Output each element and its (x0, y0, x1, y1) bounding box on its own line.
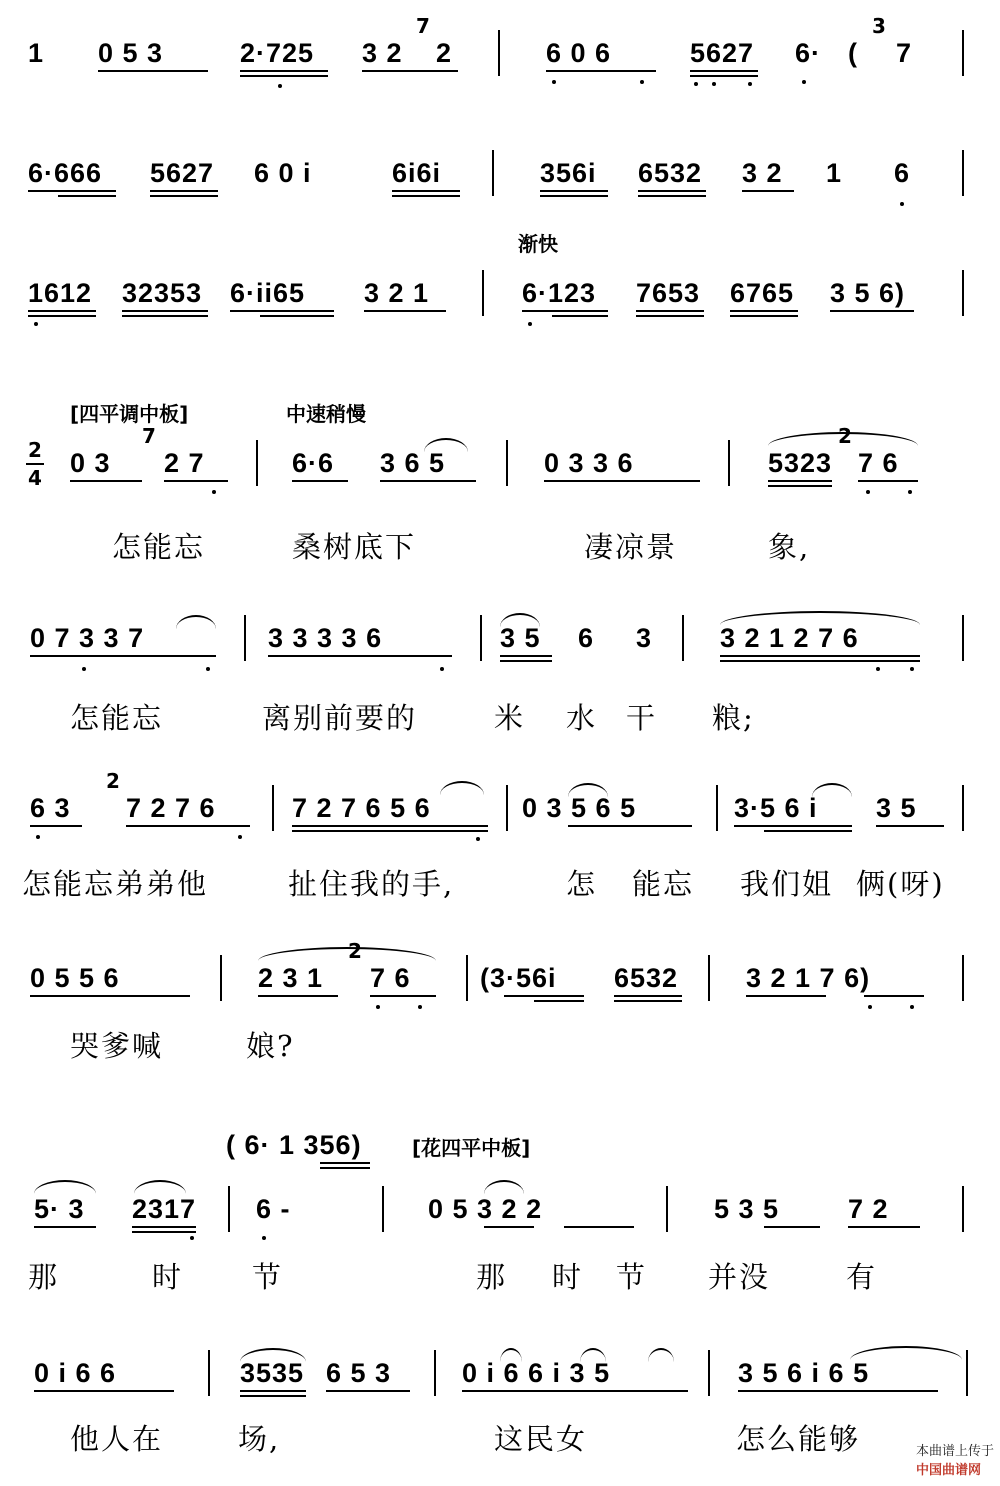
time-signature-bottom: 4 (28, 466, 42, 490)
underline (240, 75, 328, 77)
octave-dot (712, 82, 716, 86)
site-brand: 中国曲谱网 (915, 1463, 981, 1478)
note-group: 1 (28, 38, 45, 68)
octave-dot (640, 80, 644, 84)
slur (648, 1348, 674, 1362)
underline (764, 1226, 820, 1228)
underline (546, 70, 656, 72)
note-group: 2 (436, 38, 453, 68)
lyric-word: 节 (252, 1260, 284, 1294)
octave-dot (440, 667, 444, 671)
barline (480, 615, 482, 661)
underline (320, 1167, 370, 1169)
octave-dot (190, 1236, 194, 1240)
note-group: 0 5 5 6 (30, 963, 120, 993)
barline (716, 785, 718, 831)
underline (504, 995, 584, 997)
barline (466, 955, 468, 1001)
octave-dot (868, 1005, 872, 1009)
underline (614, 1000, 682, 1002)
lyric-word: 那 (28, 1260, 60, 1294)
octave-dot (908, 490, 912, 494)
note-group: 3 2 1 7 6) (746, 963, 871, 993)
underline (522, 310, 608, 312)
note-group: 7 2 7 6 (126, 793, 216, 823)
octave-dot (278, 84, 282, 88)
underline (326, 1390, 410, 1392)
lyric-phrase: 场, (238, 1422, 281, 1456)
barline (962, 785, 964, 831)
lyric-word: 节 (616, 1260, 648, 1294)
note-group: (3·56i (480, 963, 557, 993)
underline (292, 480, 348, 482)
lyric-phrase: 桑树底下 (292, 530, 417, 564)
lyric-phrase: 这民女 (494, 1422, 588, 1456)
underline (30, 825, 82, 827)
lyric-phrase: 怎能忘弟弟他 (22, 867, 209, 901)
lyric-phrase: 怎能忘 (112, 530, 206, 564)
grace-note: 2 (838, 424, 852, 448)
barline (962, 270, 964, 316)
slur (812, 783, 852, 797)
underline (830, 310, 914, 312)
note-group: 6532 (638, 158, 703, 188)
grace-note: 2 (106, 769, 120, 793)
lyric-phrase: 怎能忘 (70, 701, 164, 735)
barline (498, 30, 500, 76)
slur (484, 1180, 524, 1194)
underline (738, 1390, 938, 1392)
note-group: 0 7 3 3 7 (30, 623, 145, 653)
underline (260, 315, 334, 317)
octave-dot (212, 490, 216, 494)
note-group: 6 - (256, 1194, 291, 1224)
underline (730, 315, 798, 317)
note-group: 3 2 (742, 158, 783, 188)
note-group: 3 5 (876, 793, 917, 823)
underline (98, 70, 208, 72)
note-group: 356i (540, 158, 597, 188)
barline (220, 955, 222, 1001)
footer-text: 本曲谱上传于 (915, 1444, 994, 1459)
underline (564, 1226, 634, 1228)
grace-note: 7 (416, 14, 430, 38)
note-group: 3 2 (362, 38, 403, 68)
note-group: 5323 (768, 448, 833, 478)
note-group: 6532 (614, 963, 679, 993)
barline (962, 615, 964, 661)
underline (540, 190, 608, 192)
lyric-word: 那 (476, 1260, 508, 1294)
lyric-phrase: 他人在 (70, 1422, 164, 1456)
octave-dot (528, 322, 532, 326)
underline (746, 995, 826, 997)
underline (690, 70, 758, 72)
underline (380, 480, 476, 482)
underline (764, 830, 852, 832)
note-group: 2 3 1 (258, 963, 324, 993)
note-group: 6 (894, 158, 911, 188)
lyric-phrase: 能忘 (632, 867, 695, 901)
note-group: 0 3 (70, 448, 111, 478)
note-group: 2 7 (164, 448, 205, 478)
lyric-word: 时 (152, 1260, 184, 1294)
note-group: 3 6 5 (380, 448, 446, 478)
underline (858, 480, 918, 482)
grace-note: 7 (142, 424, 156, 448)
barline (666, 1186, 668, 1232)
footer-watermark (908, 1425, 994, 1478)
underline (734, 825, 852, 827)
barline (962, 1186, 964, 1232)
octave-dot (552, 80, 556, 84)
barline (434, 1350, 436, 1396)
lyric-phrase: 怎么能够 (736, 1422, 861, 1456)
underline (126, 825, 250, 827)
underline (292, 825, 488, 827)
note-group: 7 2 (848, 1194, 889, 1224)
barline (708, 955, 710, 1001)
barline (382, 1186, 384, 1232)
note-group: 3·5 6 i (734, 793, 818, 823)
octave-dot (866, 490, 870, 494)
lyric-phrase: 离别前要的 (262, 701, 418, 735)
note-group: 6·666 (28, 158, 103, 188)
underline (70, 480, 142, 482)
barline (962, 30, 964, 76)
barline (682, 615, 684, 661)
underline (534, 1000, 584, 1002)
underline (720, 655, 920, 657)
octave-dot (418, 1005, 422, 1009)
underline (132, 1231, 196, 1233)
lyric-phrase: 粮; (712, 701, 755, 735)
note-group: 6 0 i (254, 158, 312, 188)
slur (424, 438, 468, 452)
octave-dot (476, 837, 480, 841)
underline (150, 195, 218, 197)
lyric-phrase: 象, (768, 530, 811, 564)
note-group: 2317 (132, 1194, 197, 1224)
underline (240, 70, 328, 72)
note-group: 3 5 (500, 623, 541, 653)
note-group: 7 6 (370, 963, 411, 993)
underline (848, 1226, 920, 1228)
time-signature-line (26, 463, 44, 465)
lyric-word: 有 (846, 1260, 878, 1294)
octave-dot (82, 667, 86, 671)
note-group: 6 5 3 (326, 1358, 392, 1388)
underline (240, 1390, 306, 1392)
underline (122, 310, 208, 312)
barline (244, 615, 246, 661)
underline (258, 995, 338, 997)
barline (272, 785, 274, 831)
octave-dot (206, 667, 210, 671)
slur (258, 947, 436, 961)
underline (552, 315, 608, 317)
note-group: 6·6 (292, 448, 335, 478)
note-group: 7653 (636, 278, 701, 308)
octave-dot (876, 667, 880, 671)
note-group: 0 3 5 6 5 (522, 793, 637, 823)
note-group: 3 5 6 i 6 5 (738, 1358, 870, 1388)
lyric-phrase: 干 (626, 701, 658, 735)
note-group: 6 0 6 (546, 38, 612, 68)
slur (440, 781, 484, 795)
underline (568, 825, 692, 827)
grace-note: 2 (348, 939, 362, 963)
lyric-word: 时 (552, 1260, 584, 1294)
underline (540, 195, 608, 197)
lyric-phrase: 水 (566, 701, 598, 735)
underline (638, 195, 706, 197)
note-group: 3 2 1 (364, 278, 430, 308)
octave-dot (262, 1236, 266, 1240)
lyric-word: 并没 (708, 1260, 771, 1294)
note-group: 0 i 6 6 (34, 1358, 117, 1388)
lyric-phrase: 凄凉景 (584, 530, 678, 564)
barline (228, 1186, 230, 1232)
underline (370, 995, 436, 997)
octave-dot (34, 322, 38, 326)
lyric-phrase: 扯住我的手, (288, 867, 455, 901)
underline (34, 1226, 96, 1228)
note-group: 3 3 3 3 6 (268, 623, 383, 653)
octave-dot (910, 1005, 914, 1009)
paren: ( (848, 38, 858, 68)
octave-dot (694, 82, 698, 86)
note-group: 7 2 7 6 5 6 (292, 793, 431, 823)
underline (544, 480, 700, 482)
underline (638, 190, 706, 192)
note-group: 6 3 (30, 793, 71, 823)
note-group: 6765 (730, 278, 795, 308)
octave-dot (910, 667, 914, 671)
underline (240, 1395, 306, 1397)
barline (962, 150, 964, 196)
underline (392, 190, 460, 192)
barline (506, 440, 508, 486)
octave-dot (376, 1005, 380, 1009)
note-group: 5· 3 (34, 1194, 85, 1224)
tempo-marking: 中速稍慢 (286, 402, 366, 426)
note-group: 3 5 6) (830, 278, 906, 308)
underline (122, 315, 208, 317)
bracketed-phrase: ( 6· 1 356) (226, 1130, 362, 1160)
note-group: 6 (578, 623, 595, 653)
barline (708, 1350, 710, 1396)
section-marker: [四平调中板] (70, 402, 189, 426)
underline (28, 310, 96, 312)
note-group: 5 3 5 (714, 1194, 780, 1224)
note-group: 3 (636, 623, 653, 653)
barline (728, 440, 730, 486)
underline (462, 1390, 688, 1392)
note-group: 1 (826, 158, 843, 188)
barline (506, 785, 508, 831)
note-group: 0 i 6 6 i 3 5 (462, 1358, 611, 1388)
underline (164, 480, 228, 482)
underline (268, 655, 452, 657)
note-group: 0 3 3 6 (544, 448, 634, 478)
lyric-phrase: 米 (494, 701, 526, 735)
underline (230, 310, 334, 312)
lyric-phrase: 我们姐 (740, 867, 834, 901)
note-group: 6·ii65 (230, 278, 306, 308)
underline (58, 195, 116, 197)
note-group: 6i6i (392, 158, 442, 188)
underline (28, 315, 96, 317)
underline (500, 660, 552, 662)
underline (392, 195, 460, 197)
underline (636, 310, 704, 312)
note-group: 1612 (28, 278, 93, 308)
underline (320, 1162, 370, 1164)
note-group: 32353 (122, 278, 203, 308)
underline (720, 660, 920, 662)
octave-dot (238, 835, 242, 839)
note-group: 5627 (690, 38, 755, 68)
octave-dot (900, 202, 904, 206)
barline (962, 955, 964, 1001)
underline (864, 995, 924, 997)
underline (132, 1226, 196, 1228)
underline (150, 190, 218, 192)
octave-dot (748, 82, 752, 86)
note-group: 0 5 3 (98, 38, 164, 68)
note-group: 6·123 (522, 278, 597, 308)
grace-note: 3 (872, 14, 886, 38)
barline (492, 150, 494, 196)
underline (768, 485, 832, 487)
barline (482, 270, 484, 316)
underline (730, 310, 798, 312)
note-group: 3 2 1 2 7 6 (720, 623, 859, 653)
lyric-phrase: 娘? (246, 1029, 295, 1063)
underline (876, 825, 944, 827)
barline (966, 1350, 968, 1396)
underline (28, 190, 116, 192)
note-group: 3535 (240, 1358, 305, 1388)
note-group: 5627 (150, 158, 215, 188)
octave-dot (802, 80, 806, 84)
underline (690, 75, 758, 77)
lyric-phrase: 俩(呀) (856, 867, 945, 901)
note-group: 2·725 (240, 38, 315, 68)
underline (500, 655, 552, 657)
lyric-phrase: 哭爹喊 (70, 1029, 164, 1063)
note-group: 7 6 (858, 448, 899, 478)
slur (34, 1180, 96, 1194)
underline (362, 70, 458, 72)
note-group: 7 (896, 38, 913, 68)
underline (636, 315, 704, 317)
underline (30, 655, 216, 657)
lyric-phrase: 怎 (566, 867, 598, 901)
underline (484, 1226, 534, 1228)
underline (364, 310, 446, 312)
section-marker: [花四平中板] (412, 1136, 531, 1160)
barline (256, 440, 258, 486)
underline (742, 190, 794, 192)
underline (30, 995, 190, 997)
barline (208, 1350, 210, 1396)
slur (134, 1180, 186, 1194)
note-group: 6· (795, 38, 822, 68)
time-signature-top: 2 (28, 438, 42, 462)
octave-dot (36, 835, 40, 839)
underline (614, 995, 682, 997)
underline (34, 1390, 174, 1392)
underline (768, 480, 832, 482)
note-group: 0 5 3 2 2 (428, 1194, 543, 1224)
slur (176, 615, 216, 629)
tempo-accelerando: 渐快 (518, 232, 558, 256)
underline (292, 830, 488, 832)
